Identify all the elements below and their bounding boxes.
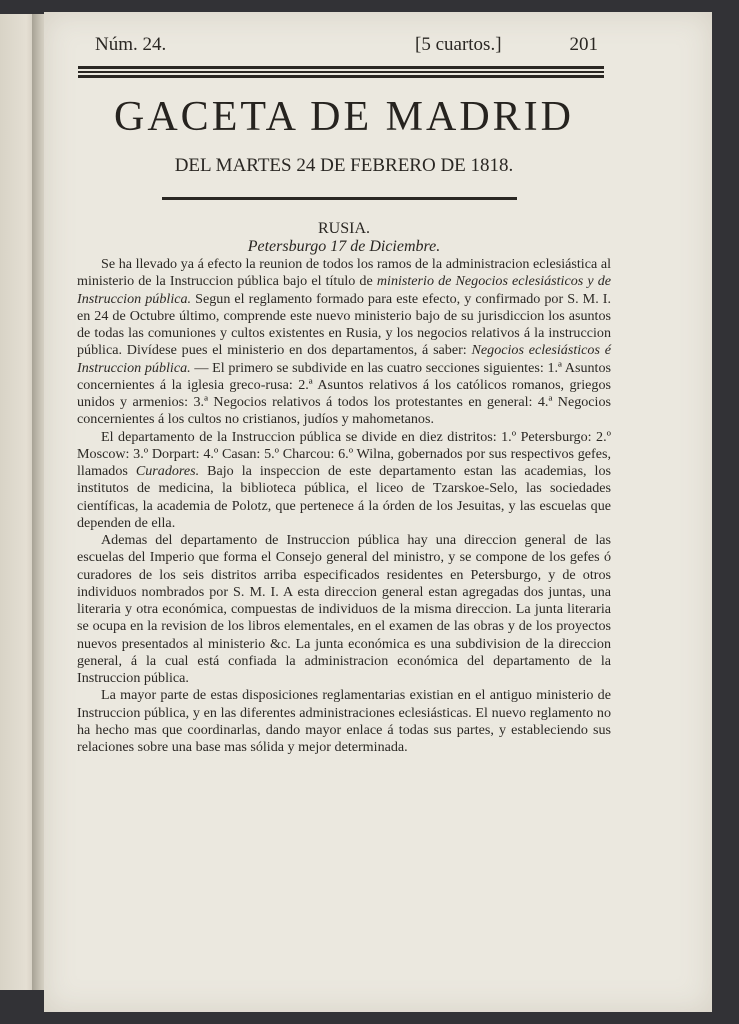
- paragraph-1: [77, 256, 611, 429]
- page-header: [95, 34, 598, 60]
- masthead-date: DEL MARTES 24 DE FEBRERO DE 1818.: [174, 155, 514, 176]
- masthead-title: GACETA DE MADRID: [114, 94, 574, 140]
- paragraph-1-text-c: Segun el reglamento formado para este efecto, y confirmado por S. M. I. en 24 de Octubre último, comprende este nuevo ministerio bajo de su jurisdiccion los asuntos de todas las comuniones y cultos existentes en Rusia, y los negocios relativos á la instruccion pública. Divídese pues el ministerio en dos departamentos, á saber:: [77, 290, 612, 359]
- departments-italic: Negocios eclesiásticos é Instruccion pública.: [77, 342, 611, 376]
- page-number: 201: [569, 34, 598, 55]
- issue-price: [5 cuartos.]: [415, 34, 502, 55]
- paragraph-2-text-c: Bajo la inspeccion de este departamento estan las academias, los institutos de medicina, la biblioteca pública, el liceo de Tzarskoe-Selo, las sociedades científicas, la academia de Polotz, que pertenece á la órden de los Jesuitas, y las escuelas que dependen de ella.: [77, 463, 611, 531]
- paragraph-2: [77, 429, 611, 533]
- dateline: Petersburgo 17 de Diciembre.: [247, 238, 441, 255]
- paragraph-3: Ademas del departamento de Instruccion pública hay una direccion general de las escuelas del Imperio que forma el Consejo general del ministro, y se compone de los gefes ó curadores de los seis distritos arriba especificados residentes en Petersburgo, y de otros individuos nombrados por S. M. I. A esta direccion general estan agregadas dos juntas, una literaria y otra económica, compuestas de individuos de la misma direccion. La junta literaria se ocupa en la revision de los libros elementales, en el examen de las obras y de los proyectos nuevos presentados al ministerio &c. La junta económica es una subdivision de la direccion general, á la cual está confiada la administracion económica del departamento de la Instruccion pública.: [77, 532, 611, 686]
- paragraph-4: La mayor parte de estas disposiciones reglamentarias existian en el antiguo ministerio de Instruccion pública, y en las diferentes administraciones eclesiásticas. El nuevo reglamento no ha hecho mas que coordinarlas, dando mayor enlace á todas sus partes, y estableciendo sus relaciones sobre una base mas sólida y mejor determinada.: [77, 687, 611, 755]
- curadores-italic: Curadores.: [135, 463, 200, 479]
- article-body: [77, 256, 611, 756]
- paragraph-2-text-a: El departamento de la Instruccion pública se divide en diez distritos: 1.º Petersburgo: 2.º Moscow: 3.º Dorpart: 4.º Casan: 5.º Charcou: 6.º Wilna, gobernados por sus respectivos gefes, llamados: [77, 428, 611, 479]
- ministry-name-italic: ministerio de Negocios eclesiásticos y de Instruccion pública.: [77, 273, 612, 307]
- paragraph-1-text-e: — El primero se subdivide en las cuatro secciones siguientes: 1.ª Asuntos concernientes á la iglesia greco-rusa: 2.ª Asuntos relativos á los católicos romanos, griegos unidos y armenios: 3.ª Negocios relativos á todos los protestantes en general: 4.ª Negocios concernientes á los cultos no cristianos, judíos y mahometanos.: [77, 359, 612, 428]
- issue-number: Núm. 24.: [95, 34, 167, 55]
- paragraph-1-text-a: Se ha llevado ya á efecto la reunion de todos los ramos de la administracion eclesiástica al ministerio de la Instruccion pública bajo el título de: [77, 256, 611, 290]
- masthead-rule: [162, 197, 517, 200]
- section-heading: RUSIA.: [317, 220, 370, 237]
- header-rule: [78, 66, 604, 78]
